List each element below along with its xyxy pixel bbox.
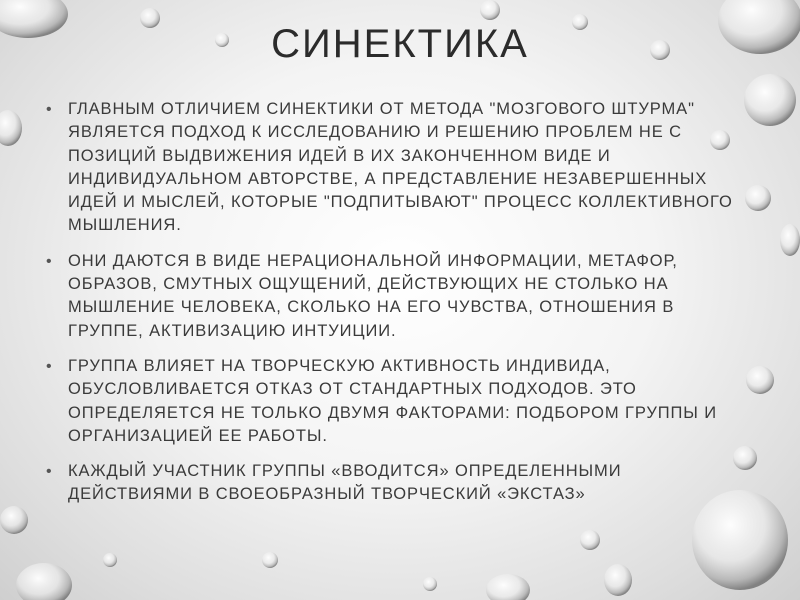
bullet-item xyxy=(46,250,746,343)
water-drop xyxy=(262,552,278,568)
bullet-marker: • xyxy=(46,463,53,481)
water-drop xyxy=(604,564,632,596)
bullet-list xyxy=(46,98,746,519)
water-drop xyxy=(103,553,117,567)
water-drop xyxy=(0,110,22,146)
water-drop xyxy=(0,506,28,534)
bullet-text: ГРУППА ВЛИЯЕТ НА ТВОРЧЕСКУЮ АКТИВНОСТЬ ИНДИВИДА, ОБУСЛОВЛИВАЕТСЯ ОТКАЗ ОТ СТАНДАРТНЫХ ПОДХОДОВ. ЭТО ОПРЕДЕЛЯЕТСЯ НЕ ТОЛЬКО ДВУМЯ ФАКТОРАМИ: ПОДБОРОМ ГРУППЫ И ОРГАНИЗАЦИЕЙ ЕЕ РАБОТЫ. xyxy=(68,356,718,445)
bullet-text: КАЖДЫЙ УЧАСТНИК ГРУППЫ «ВВОДИТСЯ» ОПРЕДЕЛЕННЫМИ ДЕЙСТВИЯМИ В СВОЕОБРАЗНЫЙ ТВОРЧЕСКИЙ «ЭКСТАЗ» xyxy=(68,462,622,504)
water-drop xyxy=(16,563,72,600)
water-drop xyxy=(744,74,796,126)
bullet-item xyxy=(46,98,746,238)
bullet-marker: • xyxy=(46,101,53,118)
water-drop xyxy=(486,574,530,600)
water-drop xyxy=(580,530,600,550)
water-drop xyxy=(423,577,437,591)
bullet-item xyxy=(46,460,746,507)
bullet-text: ГЛАВНЫМ ОТЛИЧИЕМ СИНЕКТИКИ ОТ МЕТОДА "МОЗГОВОГО ШТУРМА" ЯВЛЯЕТСЯ ПОДХОД К ИССЛЕДОВАНИЮ И РЕШЕНИЮ ПРОБЛЕМ НЕ С ПОЗИЦИЙ ВЫДВИЖЕНИЯ ИДЕЙ В ИХ ЗАКОНЧЕННОМ ВИДЕ И ИНДИВИДУАЛЬНОМ АВТОРСТВЕ, А ПРЕДСТАВЛЕНИЕ НЕЗАВЕРШЕННЫХ ИДЕЙ И МЫСЛЕЙ, КОТОРЫЕ "ПОДПИТЫВАЮТ" ПРОЦЕСС КОЛЛЕКТИВНОГО МЫШЛЕНИЯ. xyxy=(68,100,733,235)
bullet-marker: • xyxy=(46,252,53,270)
slide-title: СИНЕКТИКА xyxy=(271,22,529,66)
water-drop xyxy=(480,0,500,20)
water-drop xyxy=(746,366,774,394)
bullet-marker: • xyxy=(46,357,53,375)
water-drop xyxy=(780,224,800,256)
bullet-text: ОНИ ДАЮТСЯ В ВИДЕ НЕРАЦИОНАЛЬНОЙ ИНФОРМАЦИИ, МЕТАФОР, ОБРАЗОВ, СМУТНЫХ ОЩУЩЕНИЙ, ДЕЙСТВУЮЩИХ НЕ СТОЛЬКО НА МЫШЛЕНИЕ ЧЕЛОВЕКА, СКОЛЬКО НА ЕГО ЧУВСТВА, ОТНОШЕНИЯ В ГРУППЕ, АКТИВИЗАЦИЮ ИНТУИЦИИ. xyxy=(68,251,678,340)
water-drop xyxy=(745,185,771,211)
bullet-item xyxy=(46,355,746,448)
